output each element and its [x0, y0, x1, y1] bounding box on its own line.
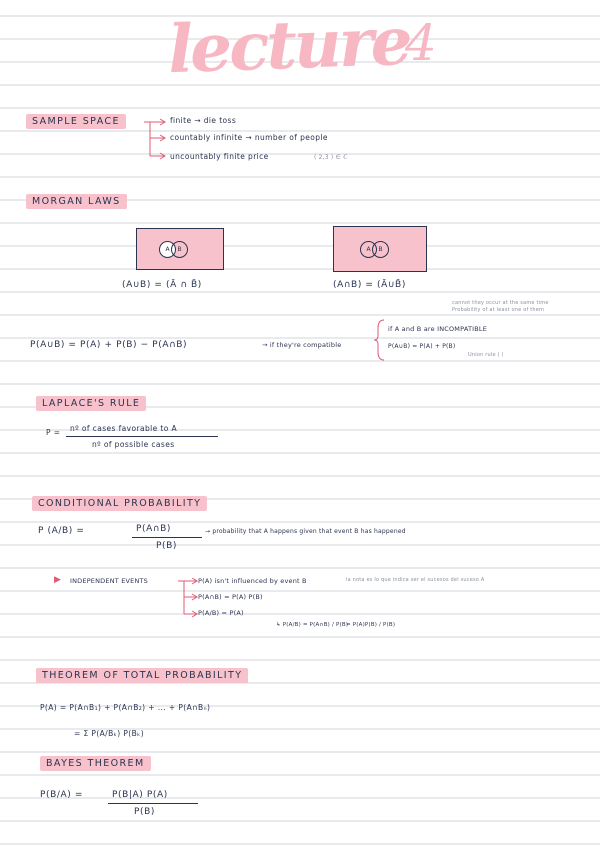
branch-arrows — [176, 578, 200, 618]
tiny-note: Probability of at least one of them — [452, 307, 545, 313]
incompatible-case: if A and B are INCOMPATIBLE — [388, 325, 488, 333]
independent-line-3: P(A/B) = P(A) — [198, 609, 244, 617]
laplace-denominator: nº of possible cases — [92, 440, 175, 449]
laplace-heading: LAPLACE'S RULE — [36, 396, 146, 411]
morgan-heading: MORGAN LAWS — [26, 194, 127, 209]
fraction-bar — [66, 436, 218, 437]
addition-formula: P(A∪B) = P(A) + P(B) − P(A∩B) — [30, 340, 188, 350]
venn-diagram-union — [136, 228, 224, 270]
venn-circle-a: A — [360, 241, 377, 258]
fraction-bar — [132, 537, 202, 538]
bayes-lhs: P(B/A) = — [40, 790, 84, 800]
morgan-law-1: (A∪B) = (Ā ∩ B̄) — [122, 280, 202, 290]
laplace-numerator: nº of cases favorable to A — [70, 424, 178, 433]
total-probability-heading: THEOREM OF TOTAL PROBABILITY — [36, 668, 248, 683]
conditional-lhs: P (A/B) = — [38, 526, 85, 536]
tiny-note: Union rule ( ) — [468, 352, 504, 358]
total-probability-line-1: P(A) = P(A∩B₁) + P(A∩B₂) + ... + P(A∩Bₙ) — [40, 703, 211, 712]
venn-circle-a: A — [159, 241, 176, 258]
venn-circle-b: B — [372, 241, 389, 258]
independent-note: la nota es lo que indica ser el sucesos del suceso A — [346, 577, 485, 583]
total-probability-line-2: = Σ P(A/Bₖ) P(Bₖ) — [74, 729, 145, 738]
derivation-rhs: = P(A)P(B) / P(B) — [346, 622, 396, 628]
tiny-note: cannot they occur at the same time — [452, 300, 549, 306]
incompatible-formula: P(A∪B) = P(A) + P(B) — [388, 343, 456, 350]
sample-space-item: finite → die toss — [170, 116, 237, 125]
compatible-note: → if they're compatible — [262, 341, 342, 349]
conditional-denominator: P(B) — [156, 541, 178, 551]
arrow-icon: ▶ — [54, 575, 61, 585]
venn-diagram-intersection — [333, 226, 427, 272]
sample-space-heading: SAMPLE SPACE — [26, 114, 126, 129]
derivation-lhs: ↳ P(A/B) = P(A∩B) / P(B) — [276, 622, 349, 628]
conditional-note: → probability that A happens given that event B has happened — [205, 528, 406, 535]
brace — [372, 318, 388, 362]
page-title: lecture — [166, 1, 411, 89]
sample-space-item: uncountably finite price — [170, 152, 269, 161]
bayes-heading: BAYES THEOREM — [40, 756, 151, 771]
sample-space-item: countably infinite → number of people — [170, 133, 328, 142]
morgan-law-2: (A∩B) = (Ā∪B̄) — [333, 280, 406, 290]
independent-line-1: P(A) isn't influenced by event B — [198, 577, 307, 585]
fraction-bar — [108, 803, 198, 804]
bayes-denominator: P(B) — [134, 807, 156, 817]
lecture-number: 4 — [405, 14, 437, 72]
conditional-numerator: P(A∩B) — [136, 524, 171, 534]
branch-arrows — [140, 118, 170, 162]
bayes-numerator: P(B|A) P(A) — [112, 790, 168, 800]
independent-line-2: P(A∩B) = P(A) P(B) — [198, 593, 263, 601]
independent-label: INDEPENDENT EVENTS — [70, 577, 149, 585]
conditional-heading: CONDITIONAL PROBABILITY — [32, 496, 207, 511]
interval-note: ( 2,3 ) ∈ ℂ — [314, 154, 348, 161]
venn-circle-b: B — [171, 241, 188, 258]
laplace-p: P = — [46, 428, 61, 437]
